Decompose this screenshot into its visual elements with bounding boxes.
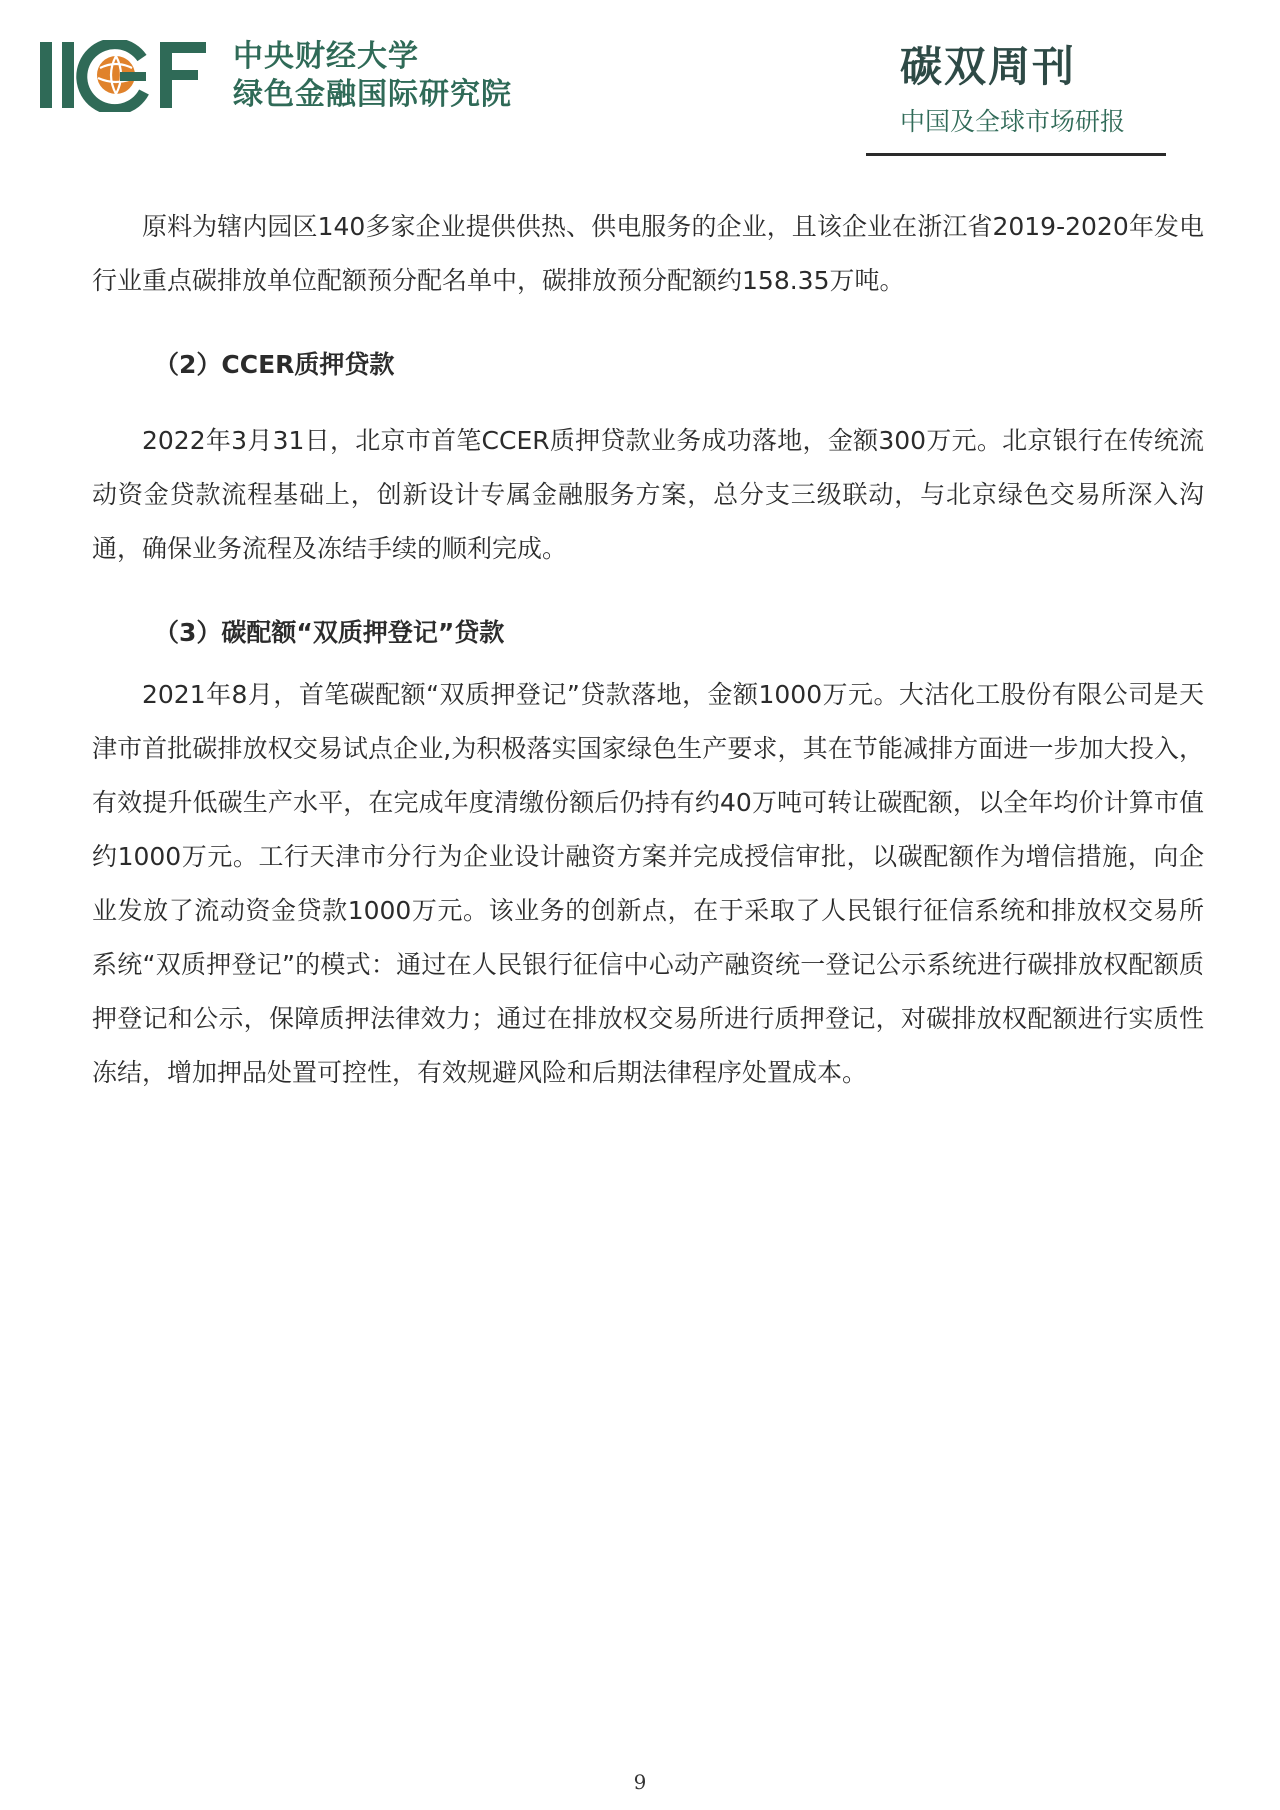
publication-header	[866, 30, 1166, 158]
header-divider	[866, 153, 1166, 156]
document-body	[92, 200, 1204, 1100]
paragraph-double-pledge-loan: 2021年8月，首笔碳配额“双质押登记”贷款落地，金额1000万元。大沽化工股份有限公司是天津市首批碳排放权交易试点企业,为积极落实国家绿色生产要求，其在节能减排方面进一步加大投入，有效提升低碳生产水平，在完成年度清缴份额后仍持有约40万吨可转让碳配额，以全年均价计算市值约1000万元。工行天津市分行为企业设计融资方案并完成授信审批，以碳配额作为增信措施，向企业发放了流动资金贷款1000万元。该业务的创新点，在于采取了人民银行征信系统和排放权交易所系统“双质押登记”的模式：通过在人民银行征信中心动产融资统一登记公示系统进行碳排放权配额质押登记和公示，保障质押法律效力；通过在排放权交易所进行质押登记，对碳排放权配额进行实质性冻结，增加押品处置可控性，有效规避风险和后期法律程序处置成本。	[92, 680, 1204, 1087]
section-heading-double-pledge-loan: （3）碳配额“双质押登记”贷款	[154, 618, 505, 647]
organization-name-line2: 绿色金融国际研究院	[233, 77, 512, 112]
iigf-logo	[40, 40, 212, 112]
section-heading-ccer-loan: （2）CCER质押贷款	[154, 350, 395, 379]
organization-name	[233, 38, 512, 114]
organization-name-line1: 中央财经大学	[233, 39, 419, 74]
paragraph-ccer-loan: 2022年3月31日，北京市首笔CCER质押贷款业务成功落地，金额300万元。北京银行在传统流动资金贷款流程基础上，创新设计专属金融服务方案，总分支三级联动，与北京绿色交易所深入沟通，确保业务流程及冻结手续的顺利完成。	[92, 426, 1204, 563]
page-number: 9	[633, 1770, 647, 1794]
paragraph-intro: 原料为辖内园区140多家企业提供供热、供电服务的企业，且该企业在浙江省2019-2020年发电行业重点碳排放单位配额预分配名单中，碳排放预分配额约158.35万吨。	[92, 212, 1204, 295]
publication-subtitle: 中国及全球市场研报	[900, 107, 1126, 136]
publication-title: 碳双周刊	[900, 42, 1077, 91]
